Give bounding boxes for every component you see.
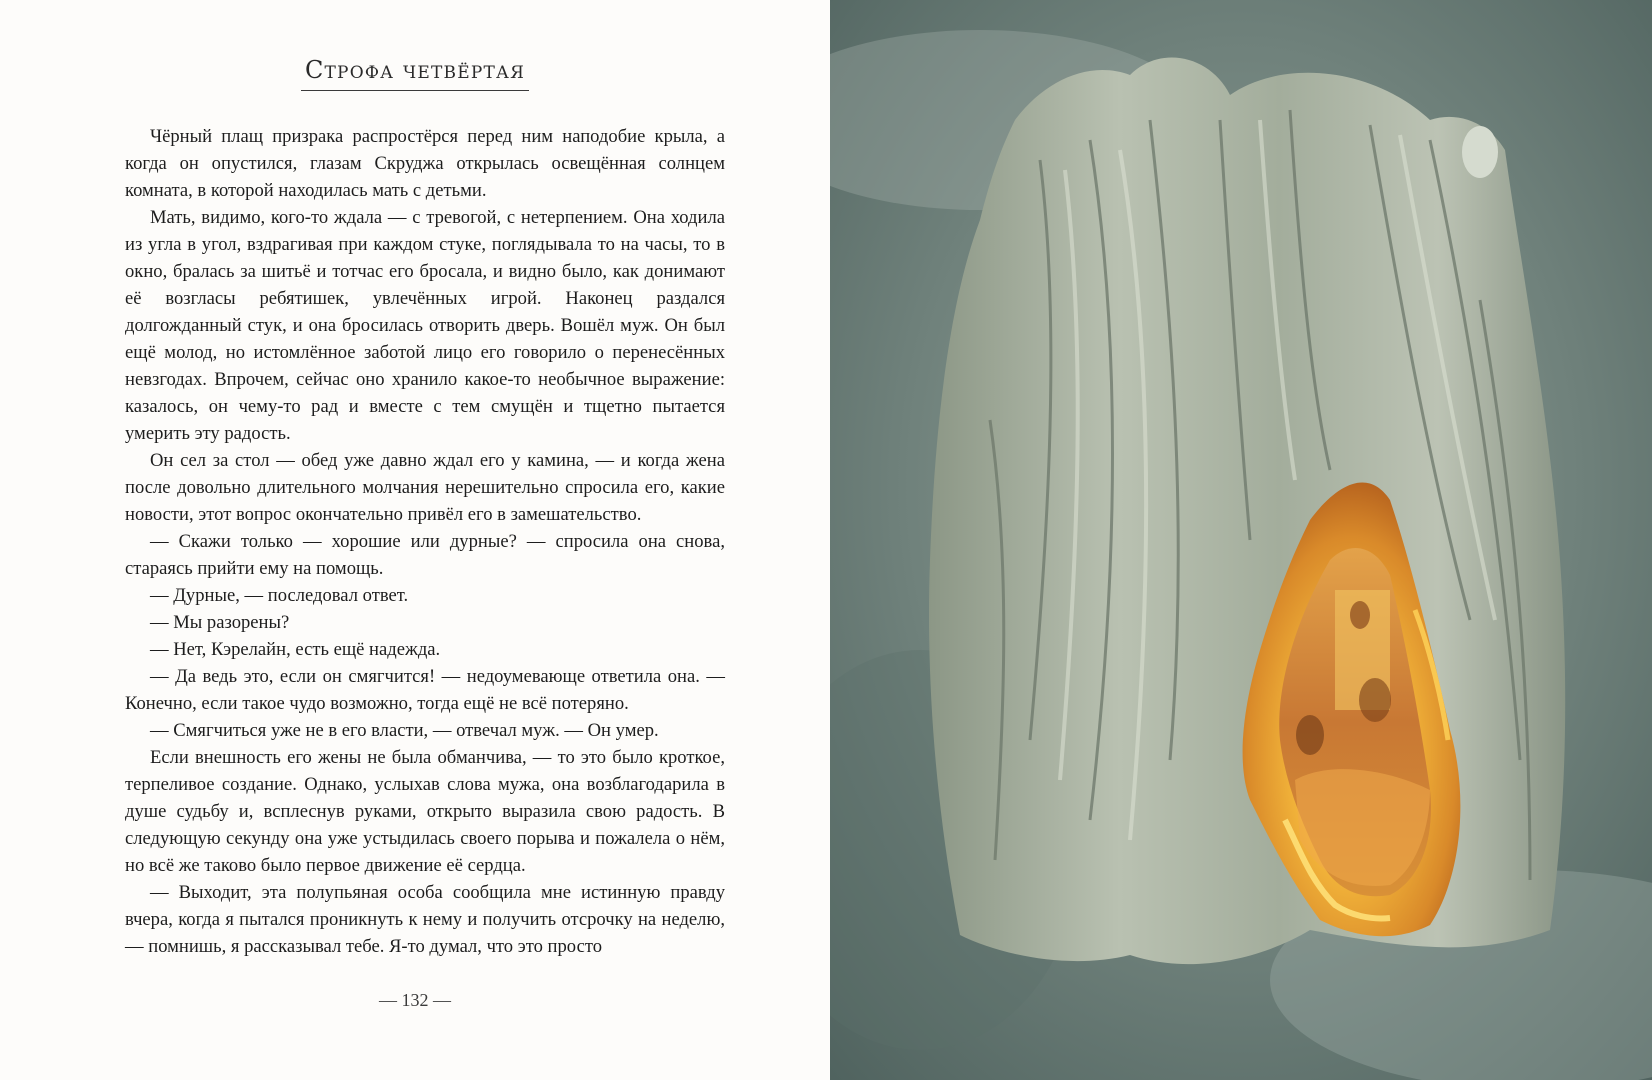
- chapter-header: [0, 56, 830, 91]
- ghost-hand: [1462, 126, 1498, 178]
- paragraph: Чёрный плащ призрака распростёрся перед ним наподобие крыла, а когда он опустился, глазам Скруджа открылась освещённая солнцем комната, в которой находилась мать с детьми.: [125, 126, 725, 201]
- paragraph: — Мы разорены?: [150, 612, 290, 633]
- body-text: [125, 123, 725, 960]
- paragraph: — Смягчиться уже не в его власти, — отвечал муж. — Он умер.: [150, 720, 659, 741]
- paragraph: — Нет, Кэрелайн, есть ещё надежда.: [150, 639, 441, 660]
- room-figure: [1350, 601, 1370, 629]
- paragraph: — Да ведь это, если он смягчится! — недоумевающе ответила она. — Конечно, если такое чудо возможно, тогда ещё не всё потеряно.: [125, 666, 725, 714]
- ghost-cloak-illustration: [830, 0, 1652, 1080]
- paragraph: — Выходит, эта полупьяная особа сообщила мне истинную правду вчера, когда я пытался проникнуть к нему и получить отсрочку на неделю, — помнишь, я рассказывал тебе. Я-то думал, что это просто: [125, 882, 725, 957]
- page-number: — 132 —: [379, 990, 451, 1010]
- paragraph: Он сел за стол — обед уже давно ждал его у камина, — и когда жена после довольно длительного молчания нерешительно спросила его, какие новости, этот вопрос окончательно привёл его в замешательство.: [125, 450, 725, 525]
- paragraph: — Скажи только — хорошие или дурные? — спросила она снова, стараясь прийти ему на помощь.: [125, 531, 725, 579]
- room-figure: [1296, 715, 1324, 755]
- paragraph: — Дурные, — последовал ответ.: [150, 585, 409, 606]
- room-figure: [1359, 678, 1391, 722]
- chapter-heading: Строфа четвёртая: [301, 56, 529, 91]
- paragraph: Мать, видимо, кого-то ждала — с тревогой, с нетерпением. Она ходила из угла в угол, вздрагивая при каждом стуке, поглядывала то на часы, то в окно, бралась за шитьё и тотчас его бросала, и видно было, как донимают её возгласы ребятишек, увлечённых игрой. Наконец раздался долгожданный стук, и она бросилась отворить дверь. Вошёл муж. Он был ещё молод, но истомлённое заботой лицо его говорило о перенесённых невзгодах. Впрочем, сейчас оно хранило какое-то необычное выражение: казалось, он чему-то рад и вместе с тем смущён и тщетно пытается умерить эту радость.: [125, 207, 725, 444]
- illustration-page: [830, 0, 1652, 1080]
- paragraph: Если внешность его жены не была обманчива, — то это было кроткое, терпеливое создание. Однако, услыхав слова мужа, она возблагодарила в душе судьбу и, всплеснув руками, открыто выразила свою радость. В следующую секунду она уже устыдилась своего порыва и пожалела о нём, но всё же таково было первое движение её сердца.: [125, 747, 725, 876]
